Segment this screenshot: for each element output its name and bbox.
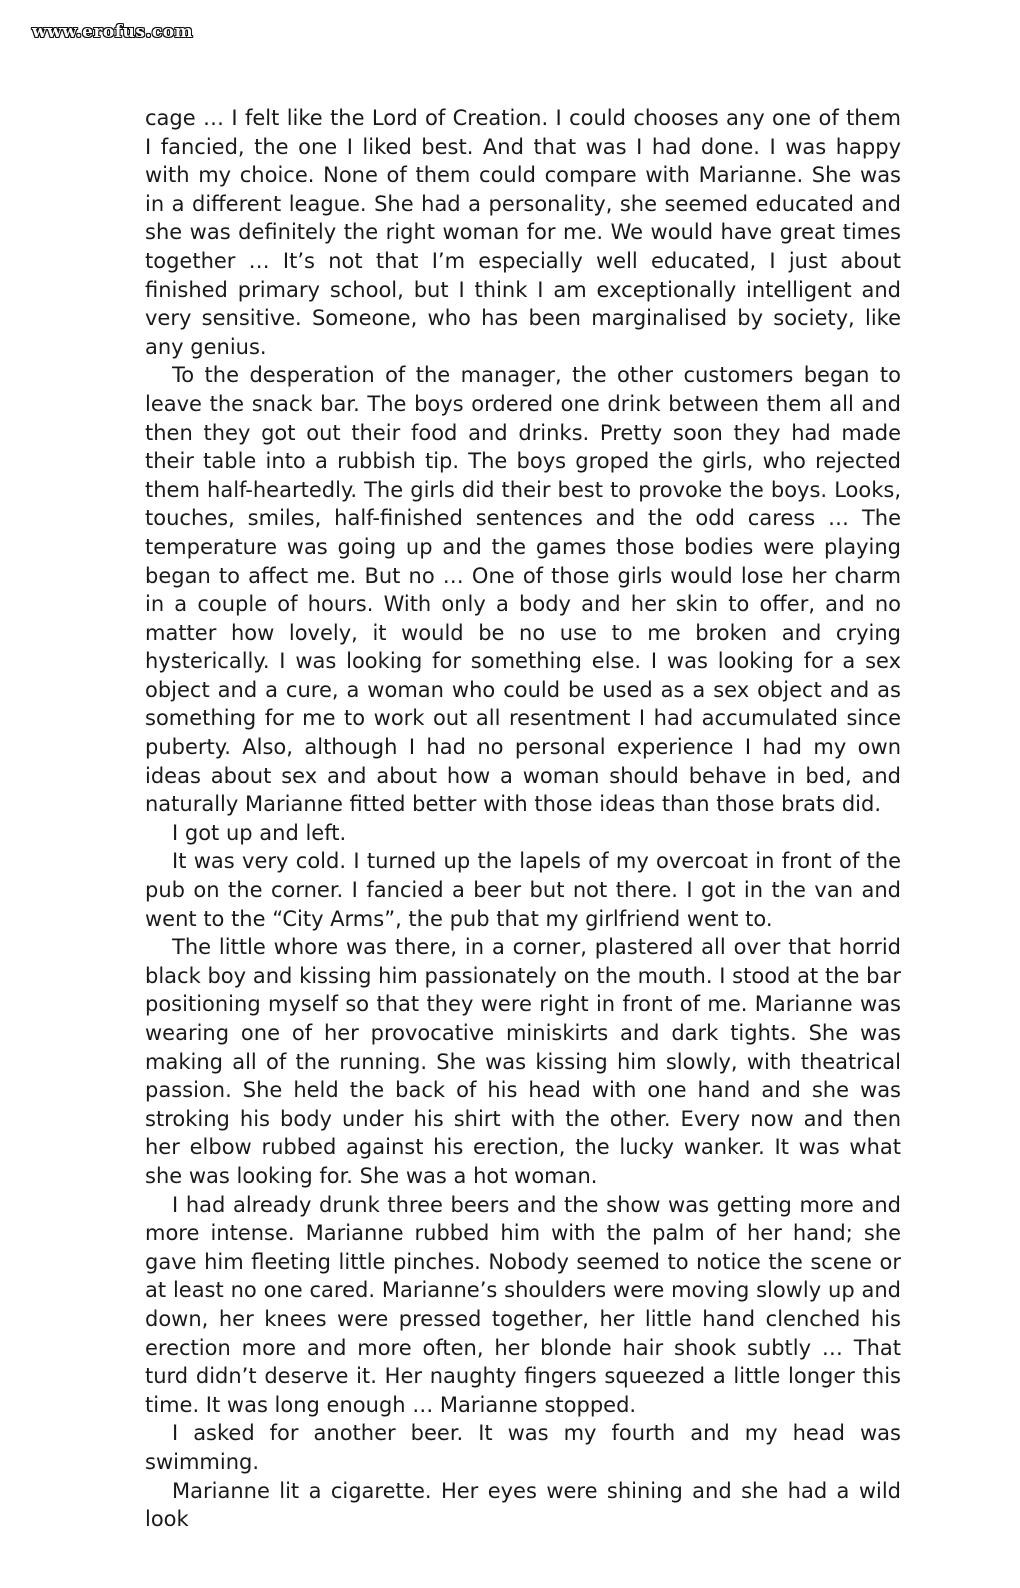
paragraph: cage … I felt like the Lord of Creation. I could chooses any one of them I fancied, the one I liked best. And that was I had done. I was happy with my choice. None of them could compare with Marianne. She was in a different league. She had a personality, she seemed educated and she was definitely the right woman for me. We would have great times together … It’s not that I’m especially well educated, I just about finished primary school, but I think I am exceptionally intelligent and very sensitive. Someone, who has been marginalised by society, like any genius. (145, 106, 901, 359)
site-watermark: www.erofus.com (32, 22, 194, 42)
paragraph: It was very cold. I turned up the lapels of my overcoat in front of the pub on the corner. I fancied a beer but not there. I got in the van and went to the “City Arms”, the pub that my girlfriend went to. (145, 849, 901, 931)
paragraph: To the desperation of the manager, the other customers began to leave the snack bar. The boys ordered one drink between them all and then they got out their food and drinks. Pretty soon they had made their table into a rubbish tip. The boys groped the girls, who rejected them half-heartedly. The girls did their best to provoke the boys. Looks, touches, smiles, half-finished sentences and the odd caress … The temperature was going up and the games those bodies were playing began to affect me. But no … One of those girls would lose her charm in a couple of hours. With only a body and her skin to offer, and no matter how lovely, it would be no use to me broken and crying hysterically. I was looking for something else. I was looking for a sex object and a cure, a woman who could be used as a sex object and as something for me to work out all resentment I had accumulated since puberty. Also, although I had no personal experience I had my own ideas about sex and about how a woman should behave in bed, and naturally Marianne fitted better with those ideas than those brats did. (145, 363, 901, 817)
paragraph: I asked for another beer. It was my fourth and my head was swimming. (145, 1421, 901, 1474)
paragraph: I had already drunk three beers and the show was getting more and more intense. Marianne rubbed him with the palm of her hand; she gave him fleeting little pinches. Nobody seemed to notice the scene or at least no one cared. Marianne’s shoulders were moving slowly up and down, her knees were pressed together, her little hand clenched his erection more and more often, her blonde hair shook subtly … That turd didn’t deserve it. Her naughty fingers squeezed a little longer this time. It was long enough … Marianne stopped. (145, 1192, 901, 1417)
paragraph: The little whore was there, in a corner, plastered all over that horrid black boy and kissing him passionately on the mouth. I stood at the bar positioning myself so that they were right in front of me. Marianne was wearing one of her provocative miniskirts and dark tights. She was making all of the running. She was kissing him slowly, with theatrical passion. She held the back of his head with one hand and she was stroking his body under his shirt with the other. Every now and then her elbow rubbed against his erection, the lucky wanker. It was what she was looking for. She was a hot woman. (145, 935, 901, 1188)
paragraph: Marianne lit a cigarette. Her eyes were shining and she had a wild look (145, 1478, 901, 1532)
paragraph: I got up and left. (172, 820, 347, 845)
page-body-text (145, 104, 901, 1534)
